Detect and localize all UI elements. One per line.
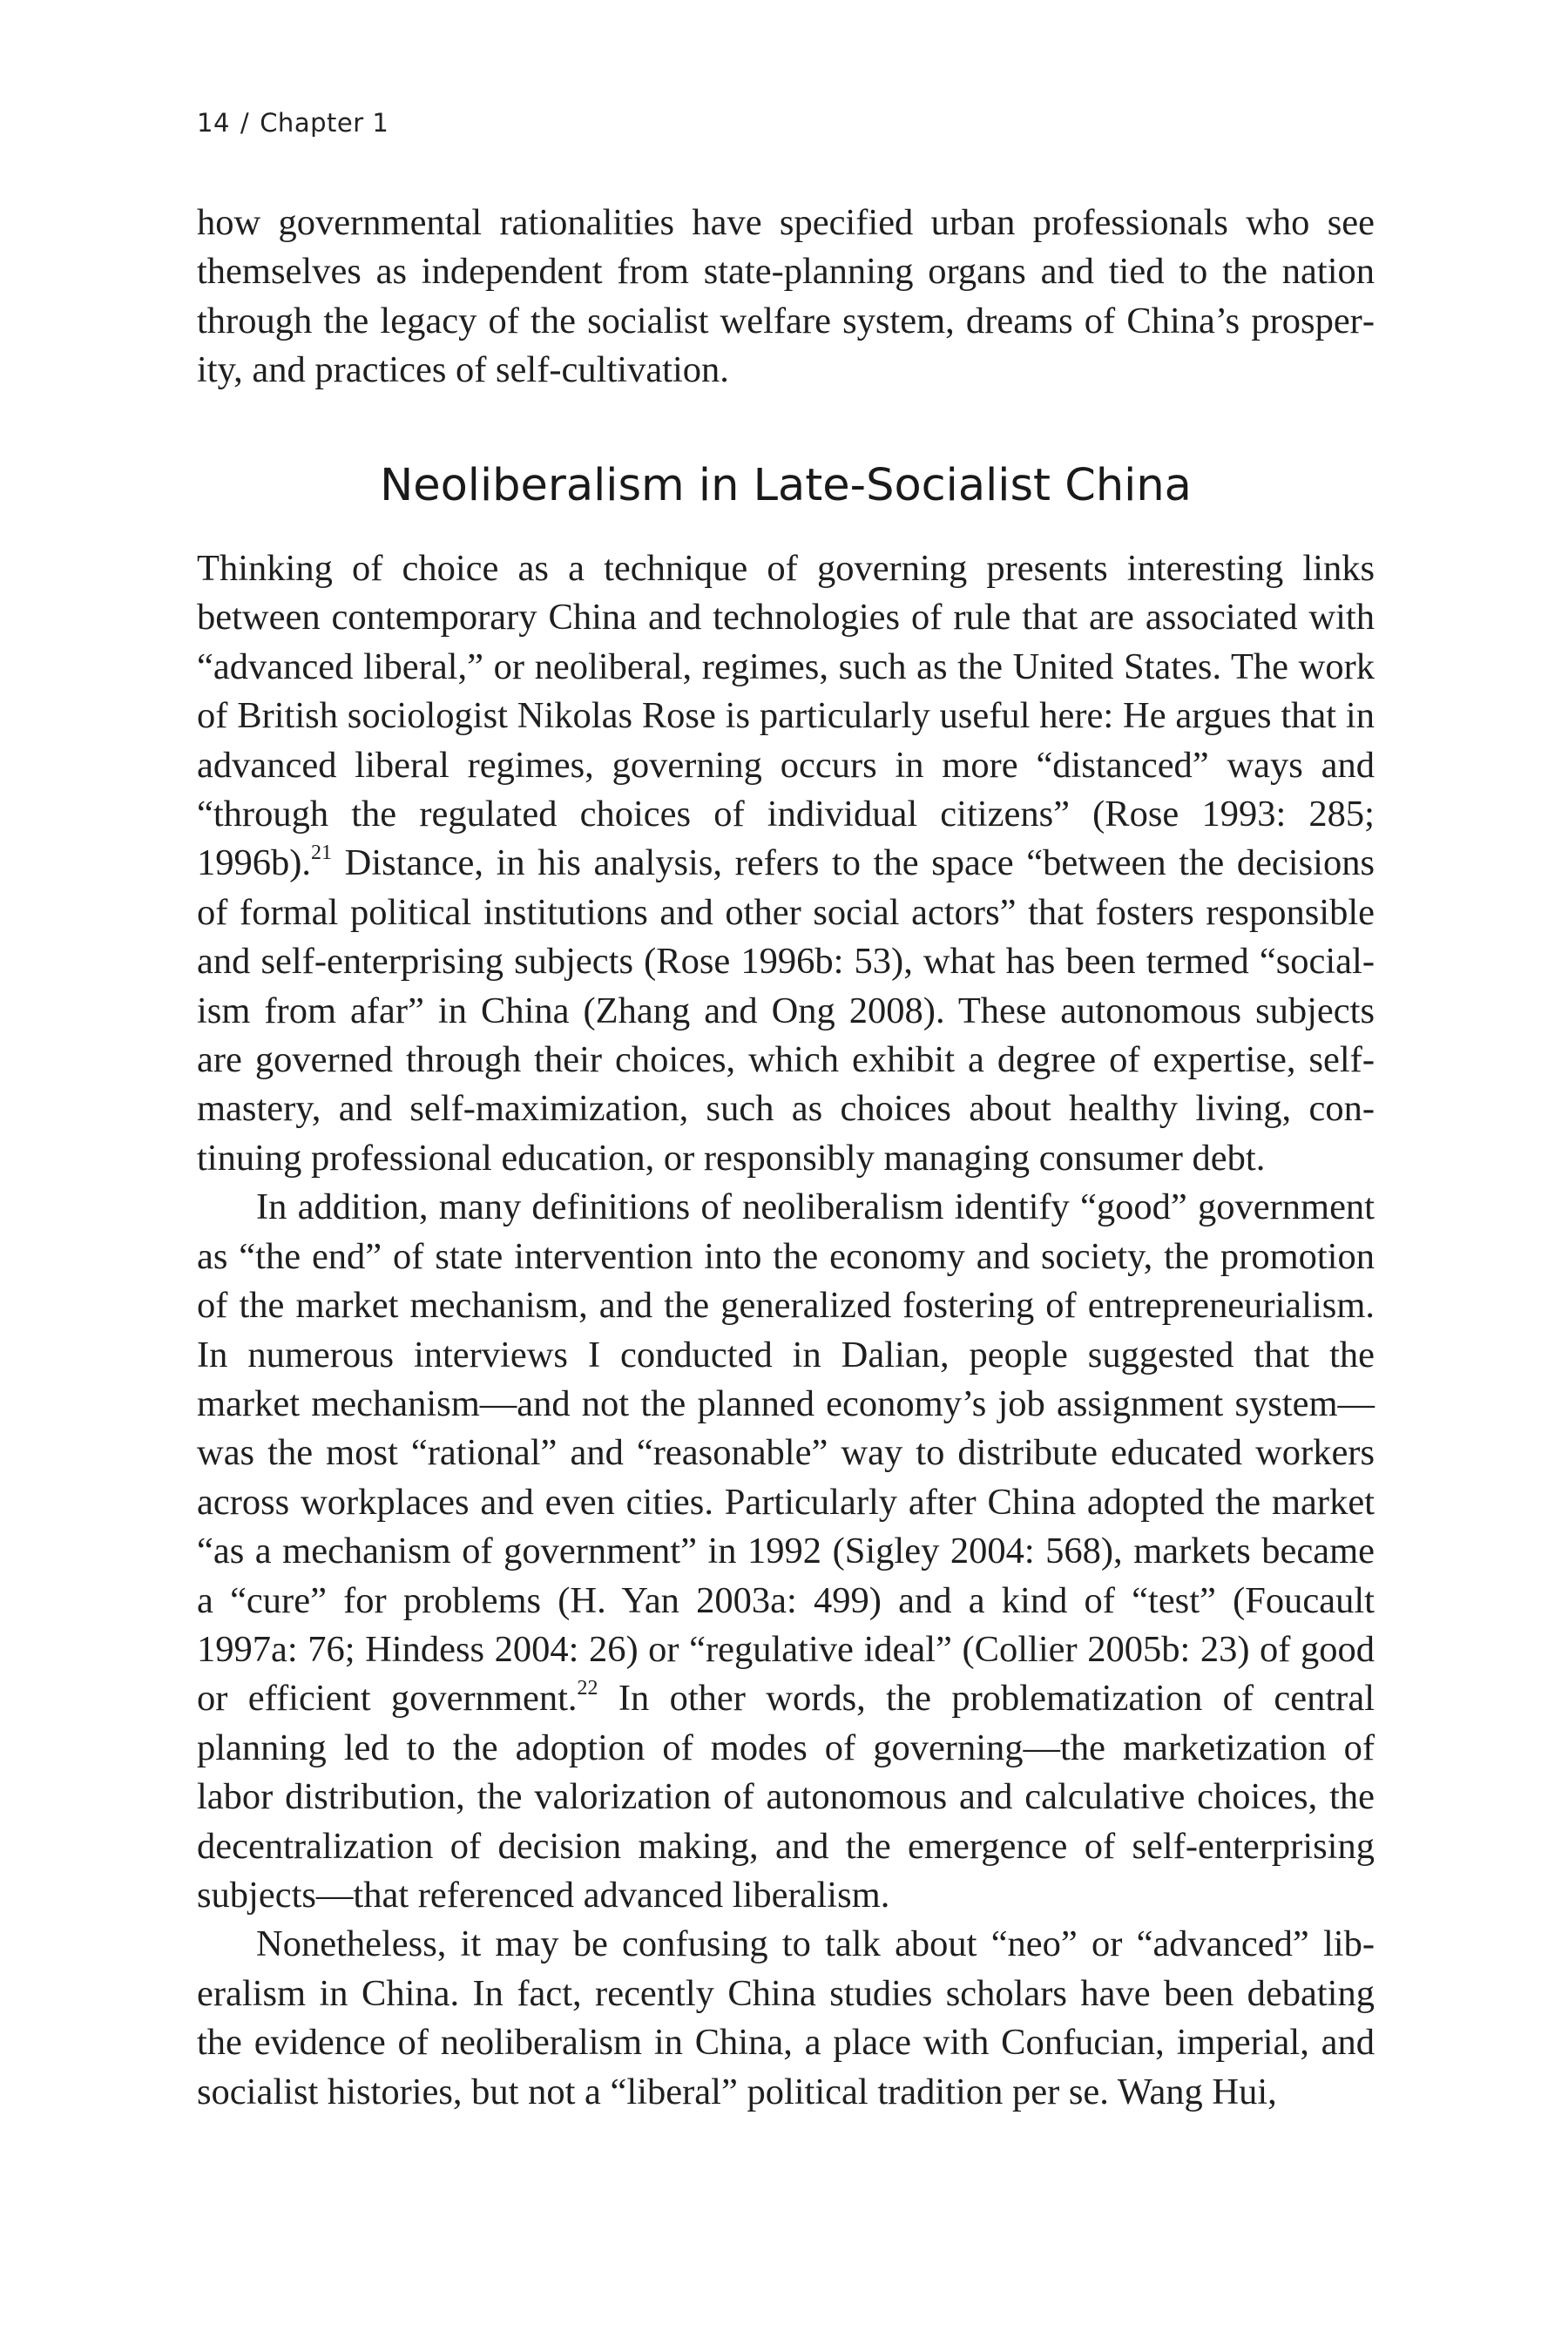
page-number: 14 <box>197 108 230 138</box>
chapter-label: Chapter 1 <box>260 108 389 138</box>
paragraph-2-text-a: In addition, many definitions of neoliberalism identify “good” government as “the end” of state intervention into the economy and society, the promotion of the market mechanism, and the generalized fostering of entrepreneurialism. In numerous interviews I conducted in Dalian, people suggested that the market mechanism—and not the planned economy’s job assignment system—was the most “rational” and “reasonable” way to distribute educated workers across workplaces and even cities. Particularly after China adopted the market “as a mechanism of government” in 1992 (Sigley 2004: 568), markets became a “cure” for problems (H. Yan 2003a: 499) and a kind of “test” (Foucault 1997a: 76; Hindess 2004: 26) or “regulative ideal” (Collier 2005b: 23) of good or efficient government. <box>197 1186 1375 1720</box>
paragraph-3: Nonetheless, it may be confusing to talk about “neo” or “advanced” liberalism in China. In fact, recently China studies scholars have been debating the evidence of neoliberalism in China, a place with Confucian, imperial, and socialist histories, but not a “liberal” political tradition per se. Wang Hui, <box>197 1923 1375 2112</box>
intro-paragraph: how governmental rationalities have specified urban professionals who see themselves as independent from state-planning organs and tied to the nation through the legacy of the socialist welfare system, dreams of China’s prosperity, and practices of self-cultivation. <box>197 202 1375 391</box>
paragraph-2-text-b: In other words, the problematization of central planning led to the adoption of modes of governing—the marketization of labor distribution, the valorization of autonomous and calculative choices, the decentralization of decision making, and the emergence of self-enterprising subjects—that referenced advanced liberalism. <box>197 1678 1375 1916</box>
running-head <box>197 108 389 138</box>
header-separator: / <box>240 108 250 138</box>
footnote-marker-22[interactable]: 22 <box>577 1677 598 1700</box>
section-body <box>197 544 1375 2117</box>
paragraph-1-text-b: Distance, in his analysis, refers to the space “between the decisions of formal political institutions and other social actors” that fosters responsible and self-enterprising subjects (Rose 1996b: 53), what has been termed “socialism from afar” in China (Zhang and Ong 2008). These autonomous subjects are governed through their choices, which exhibit a degree of expertise, self-mastery, and self-maximization, such as choices about healthy living, continuing professional education, or responsibly managing consumer debt. <box>197 842 1375 1179</box>
paragraph-2 <box>197 1183 1375 1920</box>
section-heading: Neoliberalism in Late-Socialist China <box>380 460 1192 511</box>
paragraph-1 <box>197 544 1375 1183</box>
paragraph-1-text-a: Thinking of choice as a technique of governing presents interesting links between contemporary China and technologies of rule that are associated with “advanced liberal,” or neoliberal, regimes, such as the United States. The work of British sociologist Nikolas Rose is particularly useful here: He argues that in advanced liberal regimes, governing occurs in more “distanced” ways and “through the regulated choices of individual citizens” (Rose 1993: 285; 1996b). <box>197 548 1375 884</box>
intro-text <box>197 199 1375 395</box>
footnote-marker-21[interactable]: 21 <box>311 841 333 865</box>
